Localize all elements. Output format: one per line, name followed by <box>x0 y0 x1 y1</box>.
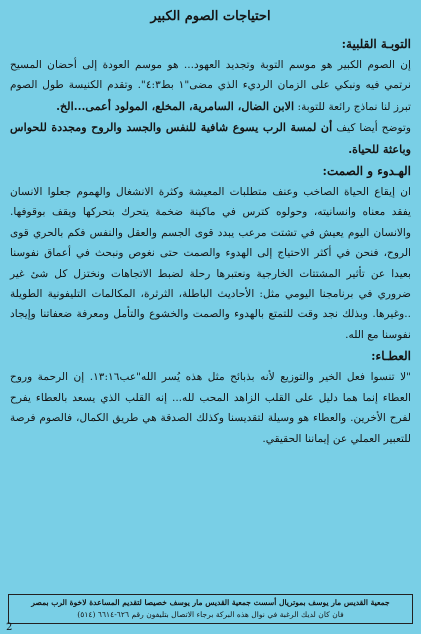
section-heading-giving: العطـاء: <box>371 349 411 364</box>
section-heading-repentance: التوبـة القلبية: <box>341 37 411 51</box>
repentance-text-2: وتوضح أيضا كيف <box>336 122 411 135</box>
footer-contact-line: فان كان لديك الرغبة في نوال هذه البركة برجاء الاتصال بتليفون رقم ٦٢٦-٦٦١٤ (٥١٤) <box>77 610 344 619</box>
repentance-paragraph-1 <box>10 55 411 117</box>
section-heading-calm: الهـدوء و الصمت: <box>322 164 411 179</box>
repentance-examples: الابن الضال، السامرية، المخلع، المولود أعمى...الخ. <box>56 98 295 113</box>
page-number: 2 <box>6 622 13 633</box>
calm-paragraph: ان إيقاع الحياة الصاخب وعنف متطلبات المعيشة وكثرة الانشغال والهموم جعلوا الانسان يفقد معناه وانسانيته، وحولوه كترس في ماكينة ضخمة يتحرك بتحركها ويقف بوقوفها. والانسان اليوم يعيش في تشتت مرعب يبدد قوى الجسم والعقل والنفس فكم بالحري قوى الروح، فنحن في أكثر الاحتياج إلى الهدوء والصمت حتى نغوص ونبحث في أعماق نفوسنا بعيدا عن تأثير المشتتات الخارجية ونعتبرها رحلة لضبط الاتجاهات ونختزل كل شئ غير ضروري في برنامجنا اليومي مثل: الأحاديث الباطلة، الثرثرة، المكالمات التليفونية الطويلة ..وغيرها. وبذلك نجد وقت للتمتع بالهدوء والصمت والخشوع والتأمل ومعرفة ضعفاتنا وإيجاد نفوسنا مع الله. <box>10 186 411 341</box>
repentance-emphasis: أن لمسة الرب يسوع شافية للنفس والجسد والروح ومجددة للحواس وباعثة للحياة. <box>10 120 411 156</box>
page-title: احتياجات الصوم الكبير <box>150 9 271 24</box>
footer-association-line: جمعية القديس مار يوسف بموتريال أسست جمعية القديس مار يوسف خصيصا لتقديم المساعدة لاخوة الرب بمصر <box>31 598 390 607</box>
repentance-text: إن الصوم الكبير هو موسم التوبة وتجديد العهود... هو موسم العودة إلى أحضان المسيح نرتمي فيه ونبكي على الزمان الرديء الذي مضى"١ بط٤:٣". وتقدم الكنيسة طول الصوم تبرز لنا نماذج رائعة للتوبة: <box>10 59 411 113</box>
repentance-paragraph-2 <box>10 117 411 160</box>
footer-box <box>8 594 413 624</box>
giving-paragraph: "لا تنسوا فعل الخير والتوزيع لأنه بذبائح مثل هذه يُسر الله"عب١٣:١٦. إن الرحمة وروح العطاء إنما هما دليل على القلب الزاهد المحب لله... إنه القلب الذي يسعد بالعطاء يفرح لفرح الأخرين. والعطاء هو وسيلة لتقديسنا وكذلك الصدقة هي طريق الكمال، فالصوم فرصة للتعبير العملي عن إيماننا الحقيقي. <box>10 371 411 445</box>
